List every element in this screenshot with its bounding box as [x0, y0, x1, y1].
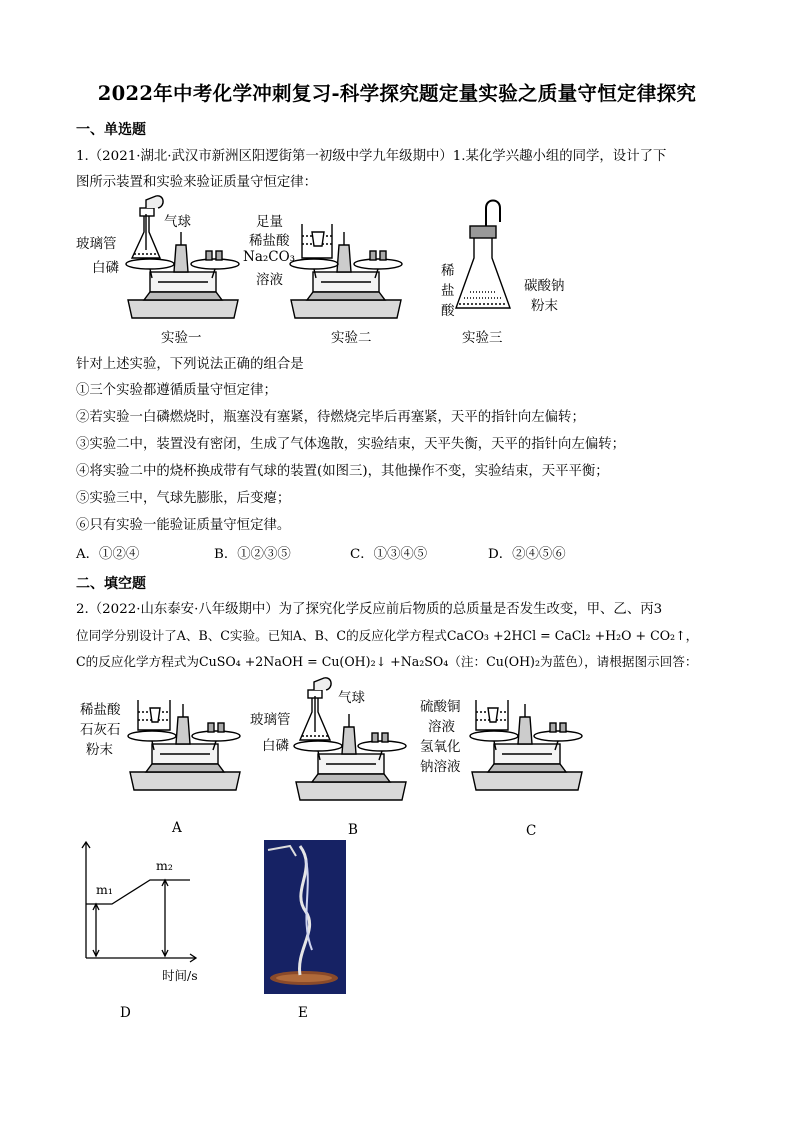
- label-b-balloon: 气球: [338, 690, 365, 706]
- label-balloon: 气球: [164, 214, 191, 230]
- q1-option-b[interactable]: B．①②③⑤: [214, 547, 291, 562]
- q1-question: 针对上述实验，下列说法正确的组合是: [76, 357, 304, 372]
- graph-d: [82, 842, 196, 962]
- photo-e-image: [264, 840, 346, 994]
- section-heading-single-choice: 一、单选题: [76, 122, 146, 138]
- label-solution: 溶液: [256, 272, 283, 288]
- label-suan: 酸: [441, 303, 455, 319]
- q2-stem-line3: C的反应化学方程式为CuSO₄ +2NaOH = Cu(OH)₂↓ +Na₂SO₄（注：Cu(OH)₂为蓝色），请根据图示回答：: [76, 654, 698, 669]
- q2-stem-line2: 位同学分别设计了A、B、C实验。已知A、B、C的反应化学方程式CaCO₃ +2HCl = CaCl₂ +H₂O + CO₂↑，: [76, 628, 699, 643]
- label-a-limestone: 石灰石: [80, 722, 121, 738]
- q1-item-2: ②若实验一白磷燃烧时，瓶塞没有塞紧，待燃烧完毕后再塞紧，天平的指针向左偏转；: [76, 410, 585, 425]
- section-heading-fill-blank: 二、填空题: [76, 576, 146, 592]
- label-white-phosphorus: 白磷: [92, 260, 119, 276]
- label-c-naoh-solution: 钠溶液: [420, 759, 461, 775]
- label-time-axis: 时间/s: [162, 968, 198, 983]
- q1-item-5: ⑤实验三中，气球先膨胀，后变瘪；: [76, 491, 291, 506]
- caption-d: D: [120, 1005, 131, 1021]
- label-b-white-phosphorus: 白磷: [262, 738, 289, 754]
- caption-b: B: [348, 822, 358, 838]
- q1-option-a[interactable]: A．①②④: [76, 547, 140, 562]
- label-m2: m₂: [156, 858, 173, 873]
- label-a-dilute-hcl: 稀盐酸: [80, 702, 121, 718]
- label-c-solution: 溶液: [428, 719, 455, 735]
- caption-a: A: [172, 820, 182, 836]
- label-dilute-hcl: 稀盐酸: [249, 233, 290, 249]
- q1-option-c[interactable]: C．①③④⑤: [350, 547, 428, 562]
- label-powder: 粉末: [531, 298, 558, 314]
- label-m1: m₁: [96, 882, 113, 897]
- caption-exp2: 实验二: [331, 330, 372, 346]
- caption-exp1: 实验一: [161, 330, 202, 346]
- label-glass-tube: 玻璃管: [76, 236, 117, 252]
- q2-stem-line1: 2.（2022·山东泰安·八年级期中）为了探究化学反应前后物质的总质量是否发生改变，甲、乙、丙3: [76, 602, 663, 617]
- balance-c-icon: [470, 700, 582, 790]
- q1-stem-line2: 图所示装置和实验来验证质量守恒定律：: [76, 175, 318, 190]
- q1-item-3: ③实验二中，装置没有密闭，生成了气体逸散，实验结束，天平失衡，天平的指针向左偏转；: [76, 437, 626, 452]
- caption-c: C: [526, 823, 537, 839]
- label-xi: 稀: [441, 263, 455, 279]
- label-c-copper-sulfate: 硫酸铜: [420, 699, 461, 715]
- page-title: 2022年中考化学冲刺复习-科学探究题定量实验之质量守恒定律探究: [97, 82, 697, 105]
- label-c-naoh: 氢氧化: [420, 739, 461, 755]
- label-na2co3: Na₂CO₃: [243, 249, 296, 265]
- label-yan: 盐: [441, 283, 455, 299]
- caption-exp3: 实验三: [462, 330, 503, 346]
- balance-a-icon: [128, 700, 240, 790]
- q1-stem-line1: 1.（2021·湖北·武汉市新洲区阳逻街第一初级中学九年级期中）1.某化学兴趣小组的同学，设计了下: [76, 149, 667, 164]
- caption-e: E: [298, 1005, 308, 1021]
- q1-item-1: ①三个实验都遵循质量守恒定律；: [76, 383, 277, 398]
- q1-item-4: ④将实验二中的烧杯换成带有气球的装置(如图三)，其他操作不变，实验结束，天平平衡；: [76, 464, 609, 479]
- label-sodium-carbonate: 碳酸钠: [524, 278, 565, 294]
- q1-option-d[interactable]: D．②④⑤⑥: [488, 547, 566, 562]
- q1-item-6: ⑥只有实验一能验证质量守恒定律。: [76, 518, 291, 533]
- label-enough: 足量: [256, 214, 283, 230]
- label-a-powder: 粉末: [86, 742, 113, 758]
- label-b-glass-tube: 玻璃管: [250, 712, 291, 728]
